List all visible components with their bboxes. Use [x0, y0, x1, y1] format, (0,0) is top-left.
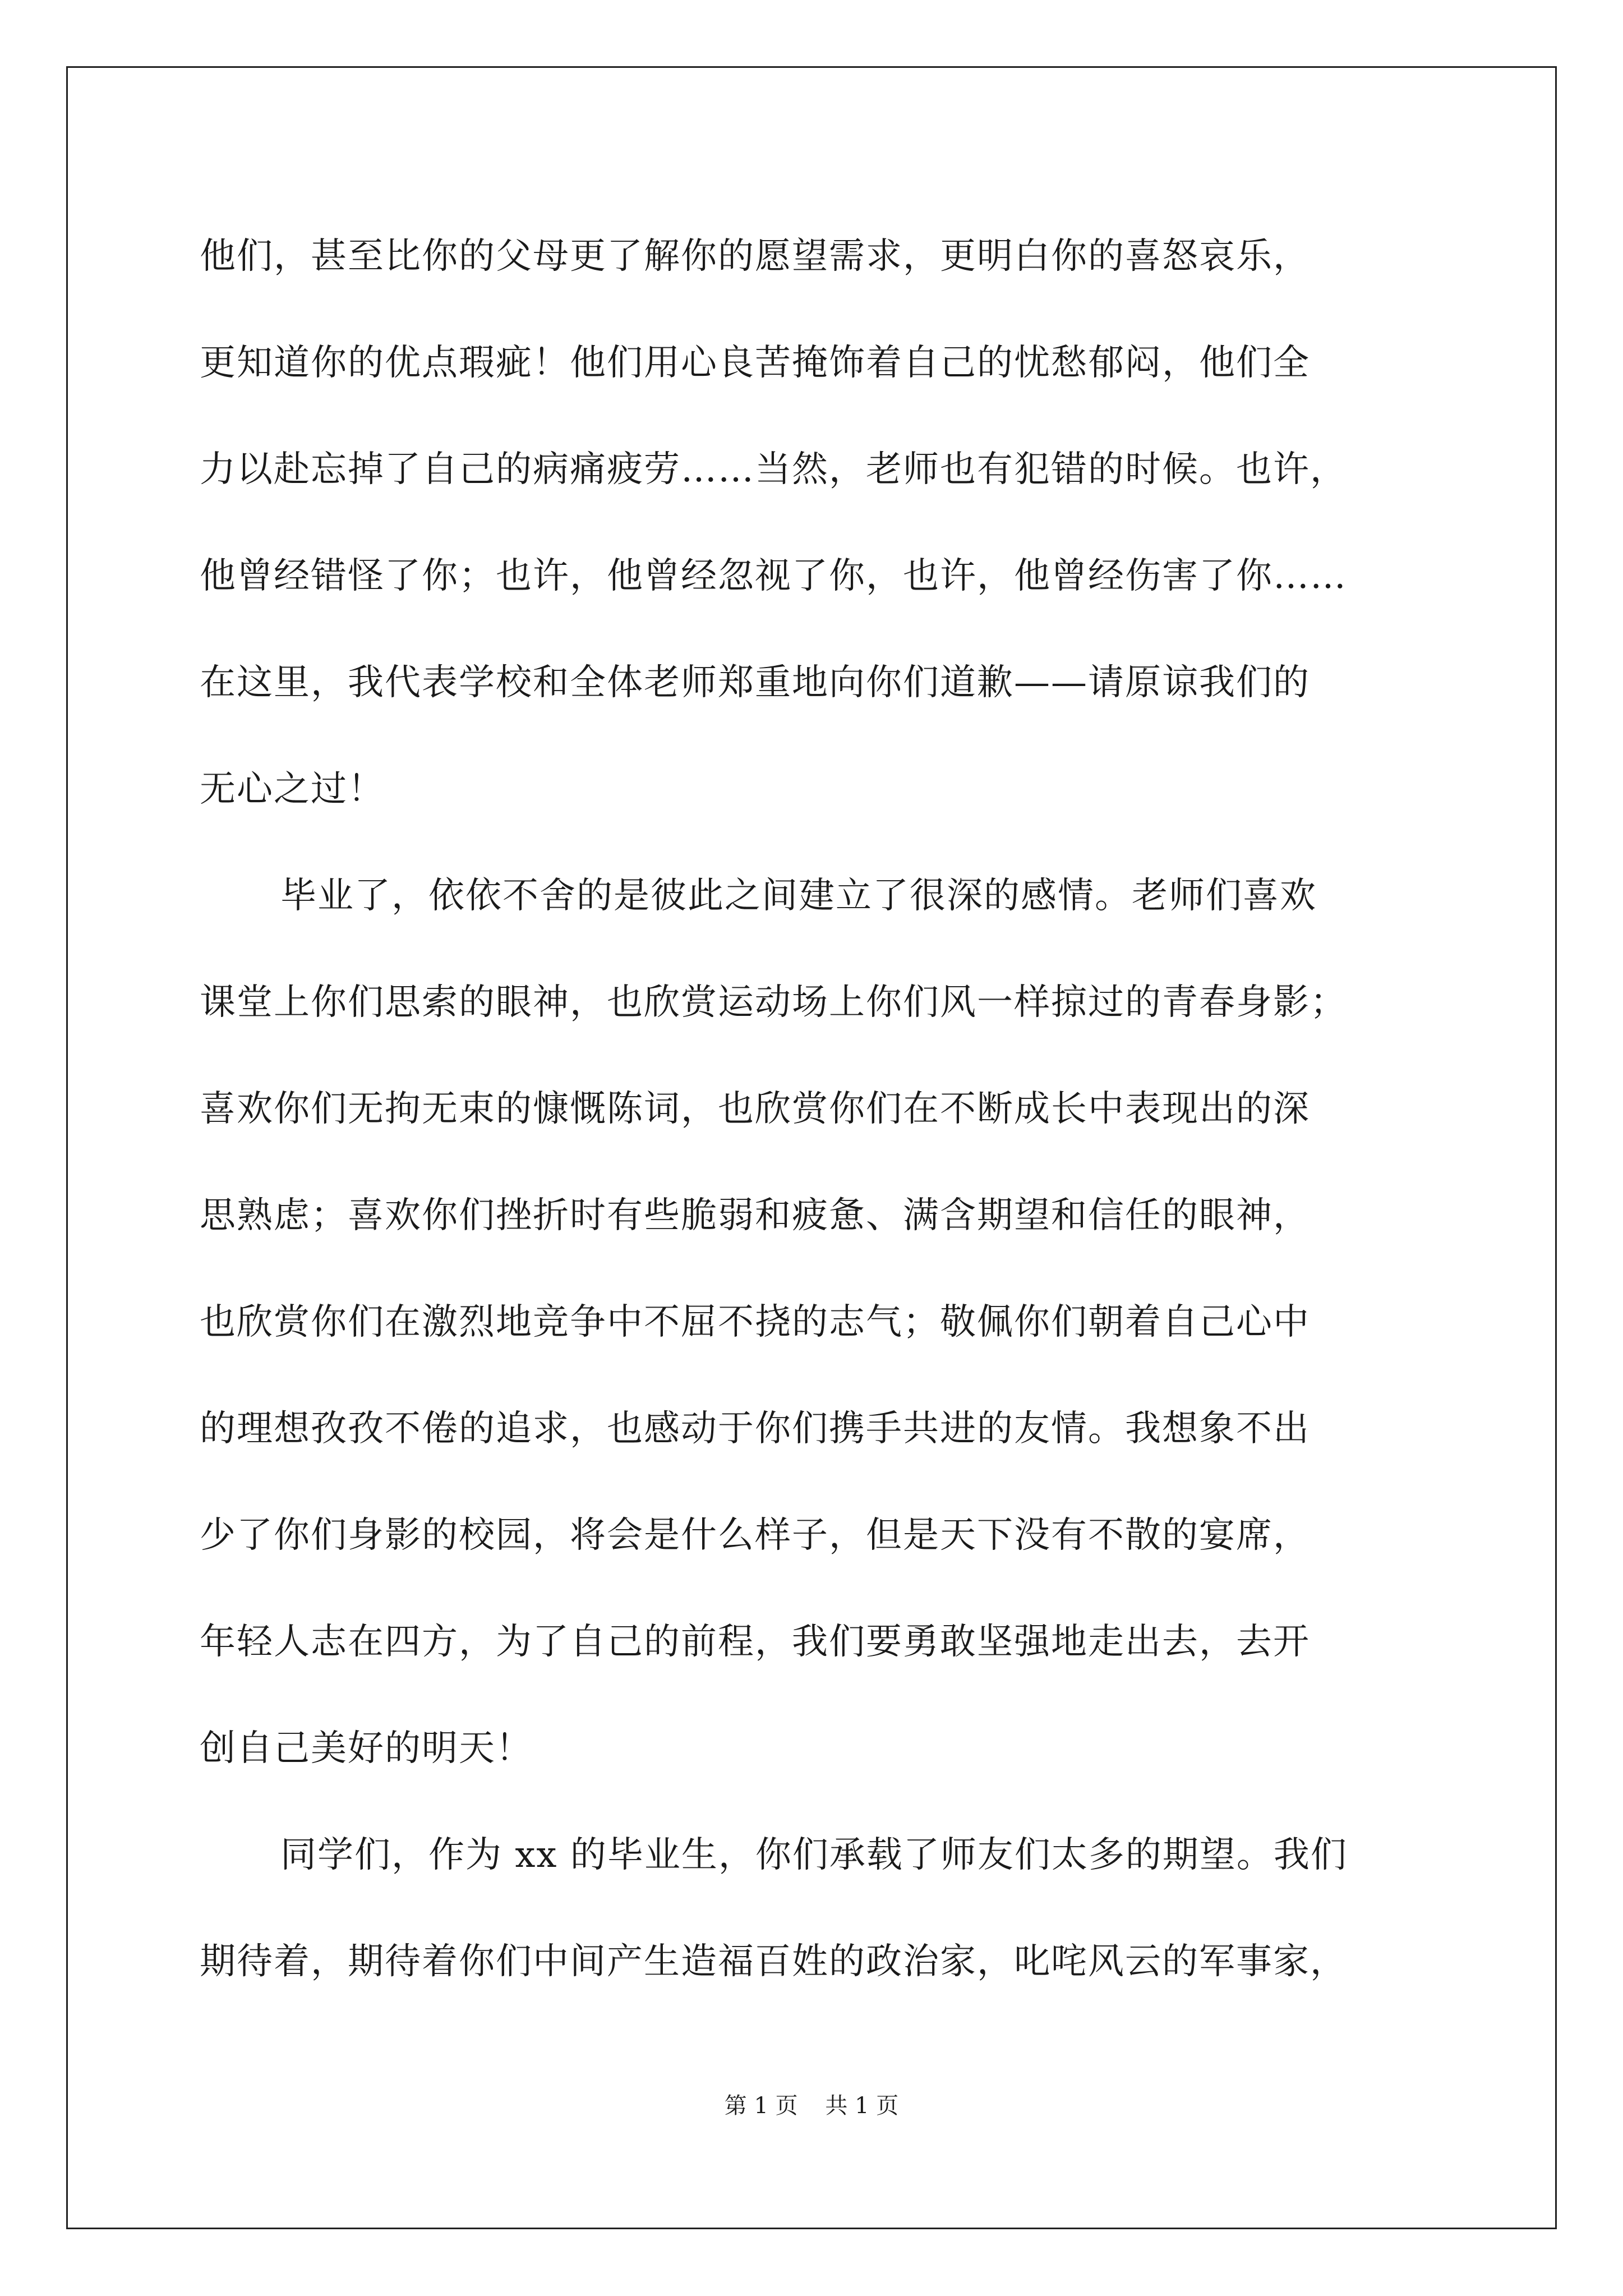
text-line-15: 创自己美好的明天！	[200, 1728, 533, 1769]
text-line-12: 的理想孜孜不倦的追求，也感动于你们携手共进的友情。我想象不出	[200, 1408, 1310, 1450]
text-line-16: 同学们，作为 xx 的毕业生，你们承载了师友们太多的期望。我们	[280, 1834, 1348, 1876]
text-line-11: 也欣赏你们在激烈地竞争中不屈不挠的志气；敬佩你们朝着自己心中	[200, 1301, 1310, 1343]
text-line-2: 更知道你的优点瑕疵！他们用心良苦掩饰着自己的忧愁郁闷，他们全	[200, 342, 1310, 384]
page-number-current: 第 1 页	[724, 2093, 798, 2119]
text-line-10: 思熟虑；喜欢你们挫折时有些脆弱和疲惫、满含期望和信任的眼神，	[200, 1195, 1310, 1236]
text-line-14: 年轻人志在四方，为了自己的前程，我们要勇敢坚强地走出去，去开	[200, 1621, 1310, 1663]
page-number-total: 共 1 页	[825, 2093, 899, 2119]
text-line-4: 他曾经错怪了你；也许，他曾经忽视了你，也许，他曾经伤害了你……	[200, 555, 1347, 597]
text-line-8: 课堂上你们思索的眼神，也欣赏运动场上你们风一样掠过的青春身影；	[200, 982, 1347, 1023]
text-line-3: 力以赴忘掉了自己的病痛疲劳……当然，老师也有犯错的时候。也许，	[200, 449, 1347, 490]
page-footer	[0, 2090, 1623, 2122]
text-line-5: 在这里，我代表学校和全体老师郑重地向你们道歉——请原谅我们的	[200, 662, 1310, 703]
text-line-17: 期待着，期待着你们中间产生造福百姓的政治家，叱咤风云的军事家，	[200, 1941, 1347, 1982]
text-line-6: 无心之过！	[200, 769, 385, 810]
text-line-1: 他们，甚至比你的父母更了解你的愿望需求，更明白你的喜怒哀乐，	[200, 236, 1310, 277]
text-line-9: 喜欢你们无拘无束的慷慨陈词，也欣赏你们在不断成长中表现出的深	[200, 1088, 1310, 1130]
document-body	[200, 203, 1433, 2015]
text-line-7: 毕业了，依依不舍的是彼此之间建立了很深的感情。老师们喜欢	[280, 875, 1317, 917]
text-line-13: 少了你们身影的校园，将会是什么样子，但是天下没有不散的宴席，	[200, 1515, 1310, 1556]
